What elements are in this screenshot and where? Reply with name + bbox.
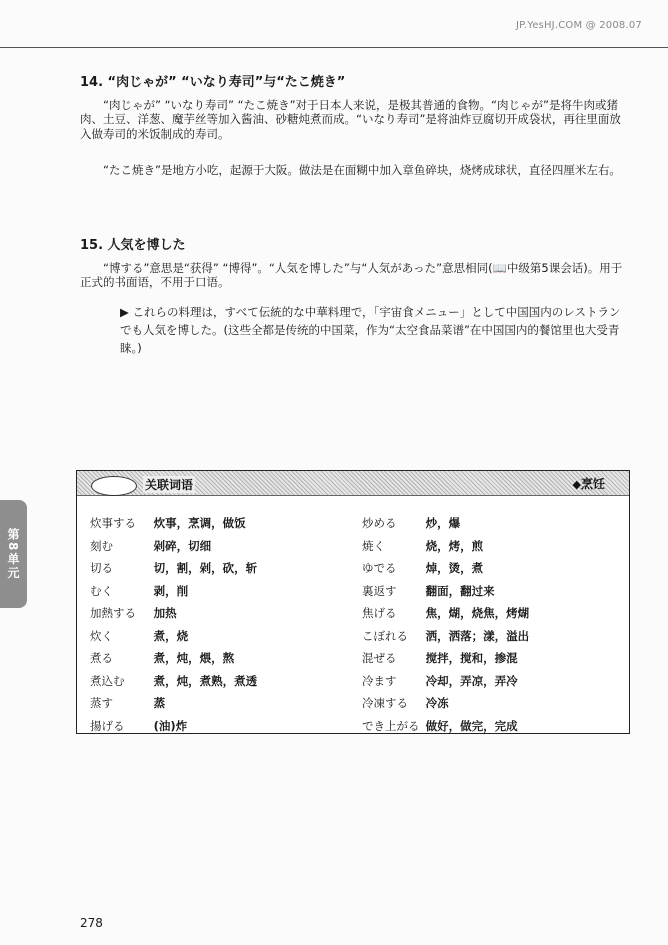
section-14-heading: 14. “肉じゃが” “いなり寿司”与“たこ焼き” [80, 75, 346, 90]
vocab-item: むく 剥，削 [90, 583, 189, 598]
vocabulary-title: 关联词语 [145, 478, 194, 492]
header-rule [0, 47, 668, 48]
vocab-item: 加熱する 加热 [90, 606, 177, 620]
vocab-item: でき上がる 做好，做完，完成 [362, 718, 518, 733]
vocab-item: 冷凍する 冷冻 [362, 696, 449, 710]
vocab-item: 揚げる (油)炸 [90, 718, 188, 733]
watermark: JP.YesHJ.COM @ 2008.07 [516, 20, 642, 31]
vocab-item: 煮る 煮，炖，煨，熬 [90, 651, 235, 665]
section-15-heading: 15. 人気を博した [80, 238, 186, 253]
vocabulary-box [76, 470, 630, 734]
vocab-item: 刻む 剁碎，切细 [90, 538, 212, 553]
vocabulary-header [77, 471, 629, 496]
vocab-item: 混ぜる 搅拌，搅和，掺混 [362, 651, 518, 665]
vocab-item: 炊事する 炊事，烹调，做饭 [90, 516, 246, 530]
page-number: 278 [80, 916, 103, 930]
speech-bubble-icon [91, 476, 137, 496]
vocabulary-right-column [362, 515, 529, 740]
vocab-item: 炊く 煮，烧 [90, 628, 189, 643]
vocab-item: 焦げる 焦，煳，烧焦，烤煳 [362, 606, 530, 620]
vocabulary-category: ◆ 烹饪 [573, 475, 605, 492]
vocab-item: 焼く 烧，烤，煎 [362, 538, 484, 553]
vocab-item: こぼれる 洒，洒落；漾，溢出 [362, 628, 530, 643]
vocab-item: 裏返す 翻面，翻过来 [362, 583, 495, 598]
vocab-item: 切る 切，割，剁，砍，斩 [90, 561, 258, 575]
section-15-paragraph: “博する”意思是“获得” “博得”。“人気を博した”与“人気があった”意思相同(📖中级第5课会话)。用于正式的书面语，不用于口语。 [80, 261, 623, 290]
vocab-item: 蒸す 蒸 [90, 696, 166, 710]
vocab-item: 炒める 炒，爆 [362, 516, 461, 530]
vocab-item: ゆでる 焯，烫，煮 [362, 561, 484, 575]
vocabulary-left-column [90, 515, 257, 740]
section-14-paragraph-1: “肉じゃが” “いなり寿司” “たこ焼き”对于日本人来说，是极其普通的食物。“肉じゃが”是将牛肉或猪肉、土豆、洋葱、魔芋丝等加入酱油、砂糖炖煮而成。“いなり寿司”是将油炸豆腐切开成袋状，再往里面放入做寿司的米饭制成的寿司。 [80, 98, 621, 141]
section-14-paragraph-2: “たこ焼き”是地方小吃，起源于大阪。做法是在面糊中加入章鱼碎块，烧烤成球状，直径四厘米左右。 [103, 163, 621, 177]
vocab-item: 煮込む 煮，炖，煮熟，煮透 [90, 673, 258, 688]
vocab-item: 冷ます 冷却，弄凉，弄冷 [362, 673, 518, 688]
unit-side-tab: 第8单元 [0, 500, 27, 608]
example-sentence: ▶ これらの料理は，すべて伝統的な中華料理で，「宇宙食メニュー」として中国国内のレストランでも人気を博した。(这些全都是传统的中国菜，作为“太空食品菜谱”在中国国内的餐馆里也大受青睐。) [120, 305, 621, 355]
